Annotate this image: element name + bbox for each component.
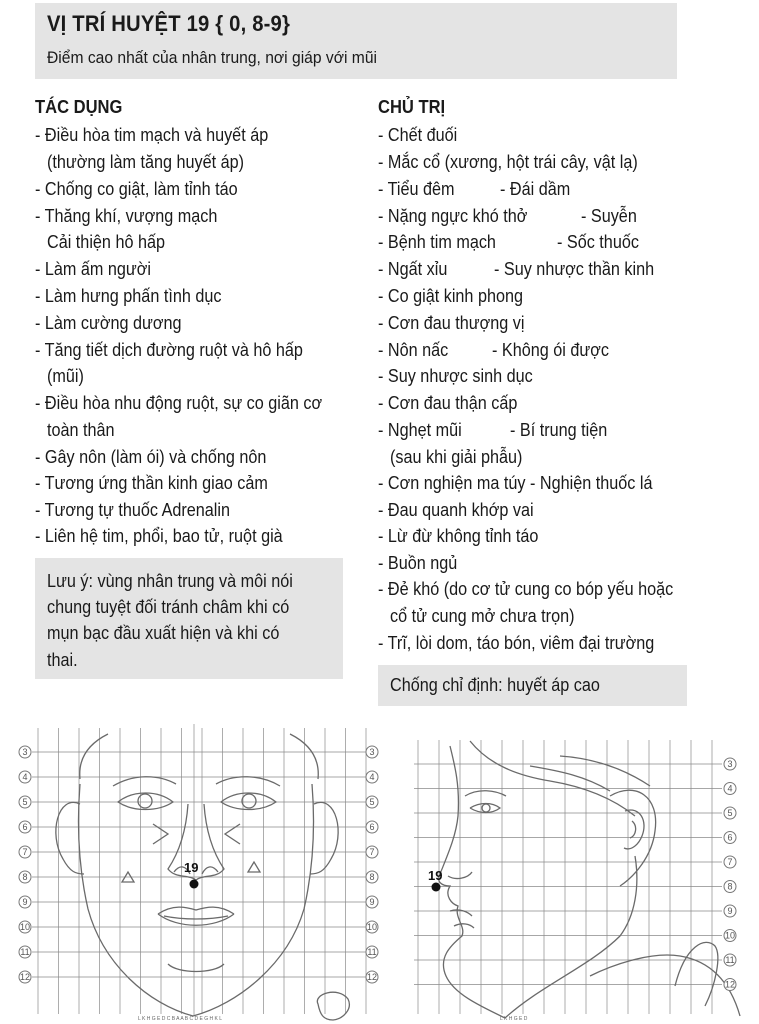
list-item: - Đái dầm — [500, 179, 571, 199]
note-line: thai. — [47, 650, 78, 670]
list-item: - Suy nhược thần kinh — [494, 259, 655, 279]
list-item: - Điều hòa nhu động ruột, sự co giãn cơ — [35, 393, 323, 413]
note-line: Lưu ý: vùng nhân trung và môi nói — [47, 571, 293, 591]
indications-heading: CHỦ TRỊ — [378, 97, 446, 117]
side-face-drawing — [439, 741, 740, 1018]
row-number-label: 11 — [367, 947, 377, 957]
list-item: Cải thiện hô hấp — [47, 232, 165, 252]
list-item: - Tiểu đêm — [378, 179, 455, 199]
list-item: - Thăng khí, vượng mạch — [35, 206, 218, 226]
row-number-label: 9 — [369, 897, 375, 907]
list-item: - Làm ấm người — [35, 259, 152, 279]
list-item: - Cơn đau thượng vị — [378, 313, 525, 333]
list-item: - Mắc cổ (xương, hột trái cây, vật lạ) — [378, 152, 638, 172]
row-number-label: 5 — [727, 808, 733, 818]
note-line: chung tuyệt đối tránh châm khi có — [47, 597, 290, 617]
row-number-label: 4 — [22, 772, 28, 782]
front-grid — [32, 724, 366, 1016]
row-number-label: 12 — [724, 979, 736, 990]
list-item: - Tương ứng thần kinh giao cảm — [35, 473, 268, 493]
row-number-label: 11 — [20, 947, 30, 957]
row-number-label: 10 — [366, 922, 378, 932]
row-number-label: 6 — [727, 832, 733, 843]
effects-heading: TÁC DỤNG — [35, 97, 123, 117]
side-tick-labels: L K H G E D — [500, 1016, 528, 1022]
header-box — [35, 3, 677, 79]
list-item: toàn thân — [47, 420, 115, 440]
acupoint-19-label: 19 — [428, 868, 443, 883]
list-item: - Bí trung tiện — [510, 420, 608, 440]
row-number-label: 11 — [725, 955, 735, 965]
list-item: - Tương tự thuốc Adrenalin — [35, 500, 231, 520]
list-item: - Bệnh tim mạch — [378, 232, 496, 252]
list-item: - Tăng tiết dịch đường ruột và hô hấp — [35, 340, 303, 360]
list-item: - Trĩ, lòi dom, táo bón, viêm đại trường — [378, 633, 655, 653]
front-tick-labels: L K H G E D C B A A B C D E G H K L — [138, 1016, 223, 1022]
warning-note — [35, 558, 343, 679]
row-number-label: 4 — [727, 783, 733, 794]
row-number-label: 9 — [727, 906, 733, 916]
acupoint-19-marker — [432, 883, 441, 892]
page-title: VỊ TRÍ HUYỆT 19 { 0, 8-9} — [47, 11, 291, 36]
row-number-label: 6 — [369, 822, 375, 832]
list-item: - Liên hệ tim, phổi, bao tử, ruột già — [35, 526, 283, 546]
list-item: - Ngất xỉu — [378, 259, 448, 279]
acupoint-19-marker — [190, 880, 199, 889]
list-item: cổ tử cung mở chưa trọn) — [390, 606, 575, 626]
list-item: - Không ói được — [492, 340, 609, 360]
list-item: - Co giật kinh phong — [378, 286, 523, 306]
contraindication-box — [378, 665, 687, 706]
row-number-label: 6 — [22, 822, 28, 832]
side-face-diagram — [410, 736, 750, 1024]
row-number-label: 8 — [369, 872, 375, 882]
row-number-label: 7 — [22, 847, 28, 857]
row-number-label: 10 — [19, 922, 31, 932]
list-item: (sau khi giải phẫu) — [390, 447, 523, 467]
list-item: - Lừ đừ không tỉnh táo — [378, 526, 539, 546]
list-item: - Gây nôn (làm ói) và chống nôn — [35, 447, 267, 467]
list-item: - Sốc thuốc — [557, 232, 639, 252]
row-number-label: 10 — [724, 930, 736, 941]
row-number-label: 3 — [369, 747, 375, 757]
list-item: - Nôn nấc — [378, 340, 449, 360]
row-number-label: 7 — [369, 847, 375, 857]
row-number-label: 9 — [22, 897, 28, 907]
list-item: - Nặng ngực khó thở — [378, 206, 528, 226]
list-item: - Buồn ngủ — [378, 553, 458, 573]
contraindication-text: Chống chỉ định: huyết áp cao — [390, 675, 600, 695]
list-item: - Suyễn — [581, 206, 637, 226]
row-number-label: 8 — [727, 881, 733, 892]
list-item: - Chết đuối — [378, 125, 458, 145]
note-line: mụn bạc đầu xuất hiện và khi có — [47, 623, 280, 643]
row-number-label: 3 — [22, 747, 28, 757]
list-item: - Đẻ khó (do cơ tử cung co bóp yếu hoặc — [378, 579, 674, 599]
front-face-diagram — [18, 724, 380, 1024]
list-item: (thường làm tăng huyết áp) — [47, 152, 245, 172]
list-item: - Làm cường dương — [35, 313, 182, 333]
list-item: - Làm hưng phấn tình dục — [35, 286, 222, 306]
row-number-label: 3 — [727, 759, 733, 769]
list-item: - Cơn nghiện ma túy - Nghiện thuốc lá — [378, 473, 653, 493]
list-item: (mũi) — [47, 366, 84, 386]
row-number-label: 4 — [369, 772, 375, 782]
acupoint-19-label: 19 — [184, 860, 199, 875]
side-grid — [414, 740, 722, 1014]
row-number-label: 5 — [369, 797, 375, 807]
side-row-numbers — [724, 758, 736, 991]
list-item: - Suy nhược sinh dục — [378, 366, 533, 386]
front-row-numbers — [19, 746, 378, 983]
row-number-label: 7 — [727, 857, 733, 867]
row-number-label: 5 — [22, 797, 28, 807]
row-number-label: 8 — [22, 872, 28, 882]
list-item: - Chống co giật, làm tỉnh táo — [35, 179, 238, 199]
list-item: - Cơn đau thận cấp — [378, 393, 518, 413]
list-item: - Điều hòa tim mạch và huyết áp — [35, 125, 269, 145]
list-item: - Đau quanh khớp vai — [378, 500, 534, 520]
row-number-label: 12 — [366, 972, 378, 982]
list-item: - Nghẹt mũi — [378, 420, 462, 440]
row-number-label: 12 — [19, 972, 31, 982]
page-subtitle: Điểm cao nhất của nhân trung, nơi giáp với mũi — [47, 48, 378, 67]
